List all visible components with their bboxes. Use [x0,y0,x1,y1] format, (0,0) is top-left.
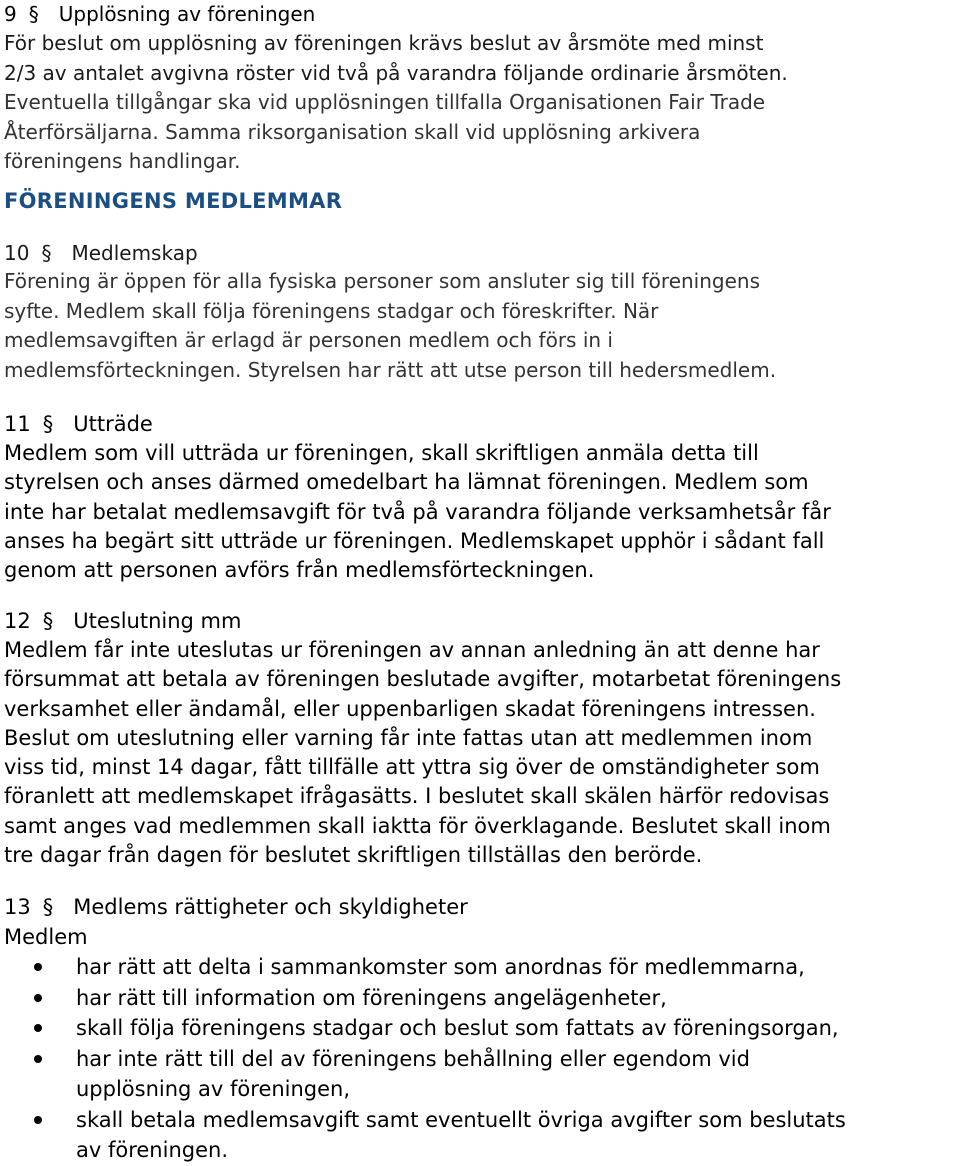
chapter-title: FÖRENINGENS MEDLEMMAR [4,189,343,213]
section-9 [4,0,956,177]
section-title: Uteslutning mm [73,609,242,633]
section-9-text-assets: Eventuella tillgångar ska vid upplösningen tillfalla Organisationen Fair Trade Återförsäljarna. Samma riksorganisation skall vid upplösning arkivera föreningens handlingar. [4,90,766,173]
bullet-icon [34,1055,42,1063]
list-item [4,1044,956,1105]
paragraph-symbol: § [41,241,52,265]
section-10-text: Förening är öppen för alla fysiska personer som ansluter sig till föreningens syfte. Medlem skall följa föreningens stadgar och föreskrifter. När medlemsavgiften är erlagd är personen medlem och förs in i medlemsförteckningen. Styrelsen har rätt att utse person till hedersmedlem. [4,269,777,382]
section-9-heading [4,0,956,29]
list-item [4,952,956,983]
section-title: Medlemskap [71,241,198,265]
list-item [4,1105,956,1166]
paragraph-symbol: § [42,609,54,633]
section-13-heading [4,893,956,922]
section-11 [4,410,956,585]
section-12 [4,607,956,870]
paragraph-symbol: § [42,895,54,919]
list-item-text: har inte rätt till del av föreningens behållning eller egendom vid upplösning av föreningen, [76,1046,750,1101]
section-10 [4,239,956,385]
bullet-icon [34,1024,42,1032]
section-10-heading [4,239,956,267]
section-number: 13 [4,895,31,919]
list-item [4,1013,956,1044]
section-number: 12 [4,609,31,633]
section-number: 11 [4,412,31,436]
paragraph-symbol: § [42,412,54,436]
list-item [4,983,956,1014]
section-13 [4,893,956,1166]
list-item-text: har rätt att delta i sammankomster som anordnas för medlemmarna, [76,955,805,979]
section-9-text-decision: För beslut om upplösning av föreningen krävs beslut av årsmöte med minst 2/3 av antalet avgivna röster vid två på varandra följande ordinarie årsmöten. [4,31,788,85]
bullet-icon [34,963,42,971]
section-12-text: Medlem får inte uteslutas ur föreningen av annan anledning än att denne har försummat att betala av föreningen beslutade avgifter, motarbetat föreningens verksamhet eller ändamål, eller uppenbarligen skadat föreningens intressen. Beslut om uteslutning eller varning får inte fattas utan att medlemmen inom viss tid, minst 14 dagar, fått tillfälle att yttra sig över de omständigheter som föranlett att medlemskapet ifrågasätts. I beslutet skall skälen härför redovisas samt anges vad medlemmen skall iaktta för överklagande. Beslutet skall inom tre dagar från dagen för beslutet skriftligen tillställas den berörde. [4,638,842,868]
bullet-icon [34,1116,42,1124]
section-title: Upplösning av föreningen [58,2,316,26]
list-item-text: skall betala medlemsavgift samt eventuellt övriga avgifter som beslutats av föreningen. [76,1107,846,1162]
section-title: Medlems rättigheter och skyldigheter [73,895,468,919]
section-11-heading [4,410,956,439]
section-13-intro: Medlem [4,925,88,949]
section-number: 10 [4,241,30,265]
paragraph-symbol: § [28,2,39,26]
section-number: 9 [4,2,17,26]
list-item-text: har rätt till information om föreningens angelägenheter, [76,985,667,1010]
section-title: Utträde [73,412,153,436]
list-item-text: skall följa föreningens stadgar och beslut som fattats av föreningsorgan, [76,1016,839,1040]
section-11-text: Medlem som vill utträda ur föreningen, skall skriftligen anmäla detta till styrelsen och anses därmed omedelbart ha lämnat föreningen. Medlem som inte har betalat medlemsavgift för två på varandra följande verksamhetsår får anses ha begärt sitt utträde ur föreningen. Medlemskapet upphör i sådant fall genom att personen avförs från medlemsförteckningen. [4,441,831,583]
rights-list [4,952,956,1166]
section-12-heading [4,607,956,636]
bullet-icon [34,994,42,1002]
